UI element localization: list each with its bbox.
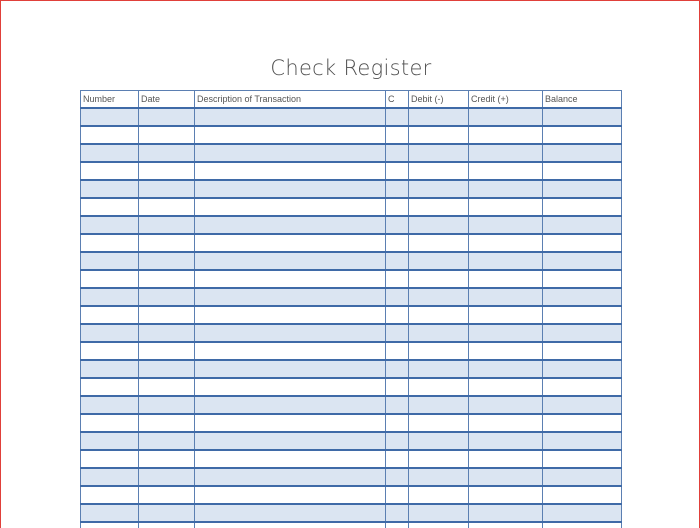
cell-cleared [386, 414, 409, 432]
table-row [81, 144, 622, 162]
cell-debit [409, 504, 469, 522]
cell-cleared [386, 324, 409, 342]
cell-date [139, 306, 195, 324]
cell-description [195, 234, 386, 252]
cell-debit [409, 252, 469, 270]
cell-cleared [386, 468, 409, 486]
cell-balance [543, 450, 622, 468]
cell-balance [543, 180, 622, 198]
column-header-cleared: C [386, 91, 409, 109]
cell-credit [469, 198, 543, 216]
cell-cleared [386, 306, 409, 324]
table-row [81, 378, 622, 396]
cell-credit [469, 342, 543, 360]
cell-credit [469, 450, 543, 468]
table-row [81, 360, 622, 378]
cell-description [195, 126, 386, 144]
cell-debit [409, 162, 469, 180]
cell-cleared [386, 216, 409, 234]
cell-debit [409, 468, 469, 486]
cell-date [139, 396, 195, 414]
cell-credit [469, 468, 543, 486]
cell-number [81, 342, 139, 360]
cell-number [81, 324, 139, 342]
cell-balance [543, 306, 622, 324]
cell-date [139, 342, 195, 360]
cell-cleared [386, 162, 409, 180]
cell-date [139, 198, 195, 216]
cell-date [139, 414, 195, 432]
cell-debit [409, 270, 469, 288]
column-header-balance: Balance [543, 91, 622, 109]
cell-balance [543, 486, 622, 504]
cell-cleared [386, 144, 409, 162]
table-row [81, 108, 622, 126]
cell-number [81, 504, 139, 522]
cell-number [81, 144, 139, 162]
cell-date [139, 144, 195, 162]
cell-debit [409, 396, 469, 414]
table-row [81, 126, 622, 144]
cell-date [139, 108, 195, 126]
cell-date [139, 216, 195, 234]
cell-balance [543, 252, 622, 270]
table-row [81, 180, 622, 198]
cell-credit [469, 252, 543, 270]
cell-date [139, 288, 195, 306]
cell-credit [469, 108, 543, 126]
header-row [81, 91, 622, 109]
table-row [81, 324, 622, 342]
cell-number [81, 414, 139, 432]
cell-credit [469, 288, 543, 306]
cell-date [139, 234, 195, 252]
cell-cleared [386, 360, 409, 378]
cell-cleared [386, 504, 409, 522]
cell-balance [543, 522, 622, 528]
cell-balance [543, 504, 622, 522]
table-row [81, 486, 622, 504]
table-row [81, 432, 622, 450]
cell-date [139, 360, 195, 378]
cell-debit [409, 144, 469, 162]
cell-credit [469, 486, 543, 504]
cell-debit [409, 288, 469, 306]
table-row [81, 216, 622, 234]
cell-number [81, 198, 139, 216]
table-row [81, 468, 622, 486]
cell-description [195, 108, 386, 126]
cell-cleared [386, 288, 409, 306]
table-row [81, 522, 622, 528]
cell-debit [409, 378, 469, 396]
table-row [81, 162, 622, 180]
cell-balance [543, 288, 622, 306]
cell-date [139, 486, 195, 504]
cell-date [139, 504, 195, 522]
cell-debit [409, 180, 469, 198]
cell-description [195, 252, 386, 270]
cell-credit [469, 144, 543, 162]
cell-debit [409, 342, 469, 360]
cell-number [81, 108, 139, 126]
cell-balance [543, 468, 622, 486]
cell-description [195, 378, 386, 396]
cell-balance [543, 198, 622, 216]
cell-number [81, 162, 139, 180]
cell-debit [409, 108, 469, 126]
cell-date [139, 126, 195, 144]
cell-debit [409, 360, 469, 378]
cell-date [139, 180, 195, 198]
cell-number [81, 378, 139, 396]
cell-credit [469, 432, 543, 450]
cell-description [195, 396, 386, 414]
cell-description [195, 144, 386, 162]
table-row [81, 288, 622, 306]
cell-cleared [386, 270, 409, 288]
cell-number [81, 450, 139, 468]
cell-cleared [386, 486, 409, 504]
cell-balance [543, 162, 622, 180]
cell-description [195, 432, 386, 450]
cell-description [195, 162, 386, 180]
cell-credit [469, 270, 543, 288]
cell-date [139, 378, 195, 396]
cell-credit [469, 360, 543, 378]
cell-credit [469, 414, 543, 432]
table-row [81, 198, 622, 216]
cell-description [195, 360, 386, 378]
cell-number [81, 396, 139, 414]
table-row [81, 306, 622, 324]
cell-cleared [386, 252, 409, 270]
cell-debit [409, 486, 469, 504]
cell-number [81, 180, 139, 198]
table-row [81, 234, 622, 252]
cell-debit [409, 450, 469, 468]
cell-cleared [386, 522, 409, 528]
cell-balance [543, 234, 622, 252]
cell-cleared [386, 432, 409, 450]
cell-credit [469, 378, 543, 396]
cell-balance [543, 360, 622, 378]
cell-credit [469, 180, 543, 198]
cell-cleared [386, 450, 409, 468]
cell-credit [469, 306, 543, 324]
cell-debit [409, 432, 469, 450]
cell-balance [543, 144, 622, 162]
cell-credit [469, 504, 543, 522]
cell-credit [469, 522, 543, 528]
cell-debit [409, 522, 469, 528]
cell-number [81, 360, 139, 378]
cell-description [195, 342, 386, 360]
column-header-date: Date [139, 91, 195, 109]
cell-number [81, 288, 139, 306]
cell-credit [469, 324, 543, 342]
cell-balance [543, 378, 622, 396]
cell-balance [543, 216, 622, 234]
cell-description [195, 450, 386, 468]
cell-balance [543, 414, 622, 432]
cell-cleared [386, 378, 409, 396]
cell-number [81, 252, 139, 270]
cell-date [139, 432, 195, 450]
table-row [81, 396, 622, 414]
cell-balance [543, 270, 622, 288]
cell-balance [543, 396, 622, 414]
cell-number [81, 126, 139, 144]
cell-description [195, 522, 386, 528]
cell-description [195, 270, 386, 288]
cell-cleared [386, 180, 409, 198]
cell-credit [469, 126, 543, 144]
cell-number [81, 234, 139, 252]
cell-description [195, 486, 386, 504]
column-header-credit: Credit (+) [469, 91, 543, 109]
cell-balance [543, 126, 622, 144]
cell-date [139, 270, 195, 288]
cell-cleared [386, 198, 409, 216]
cell-date [139, 162, 195, 180]
cell-number [81, 432, 139, 450]
cell-number [81, 468, 139, 486]
cell-cleared [386, 342, 409, 360]
cell-balance [543, 324, 622, 342]
cell-description [195, 324, 386, 342]
cell-debit [409, 324, 469, 342]
page-title: Check Register [270, 56, 432, 80]
cell-description [195, 468, 386, 486]
cell-balance [543, 108, 622, 126]
cell-number [81, 522, 139, 528]
table-row [81, 342, 622, 360]
cell-date [139, 324, 195, 342]
cell-description [195, 180, 386, 198]
cell-debit [409, 126, 469, 144]
cell-description [195, 198, 386, 216]
cell-balance [543, 432, 622, 450]
cell-date [139, 522, 195, 528]
table-row [81, 504, 622, 522]
cell-date [139, 468, 195, 486]
cell-cleared [386, 108, 409, 126]
cell-description [195, 504, 386, 522]
cell-number [81, 216, 139, 234]
cell-debit [409, 216, 469, 234]
table-row [81, 450, 622, 468]
cell-debit [409, 414, 469, 432]
cell-balance [543, 342, 622, 360]
cell-cleared [386, 396, 409, 414]
column-header-number: Number [81, 91, 139, 109]
cell-debit [409, 198, 469, 216]
table-row [81, 252, 622, 270]
cell-number [81, 270, 139, 288]
cell-credit [469, 216, 543, 234]
cell-number [81, 486, 139, 504]
cell-debit [409, 306, 469, 324]
check-register-table [80, 90, 622, 528]
column-header-debit: Debit (-) [409, 91, 469, 109]
cell-description [195, 414, 386, 432]
register-body [81, 108, 622, 528]
cell-debit [409, 234, 469, 252]
cell-date [139, 252, 195, 270]
cell-credit [469, 396, 543, 414]
column-header-description: Description of Transaction [195, 91, 386, 109]
cell-credit [469, 234, 543, 252]
cell-credit [469, 162, 543, 180]
cell-cleared [386, 126, 409, 144]
cell-description [195, 288, 386, 306]
cell-cleared [386, 234, 409, 252]
cell-number [81, 306, 139, 324]
table-row [81, 270, 622, 288]
cell-date [139, 450, 195, 468]
cell-description [195, 216, 386, 234]
cell-description [195, 306, 386, 324]
table-row [81, 414, 622, 432]
